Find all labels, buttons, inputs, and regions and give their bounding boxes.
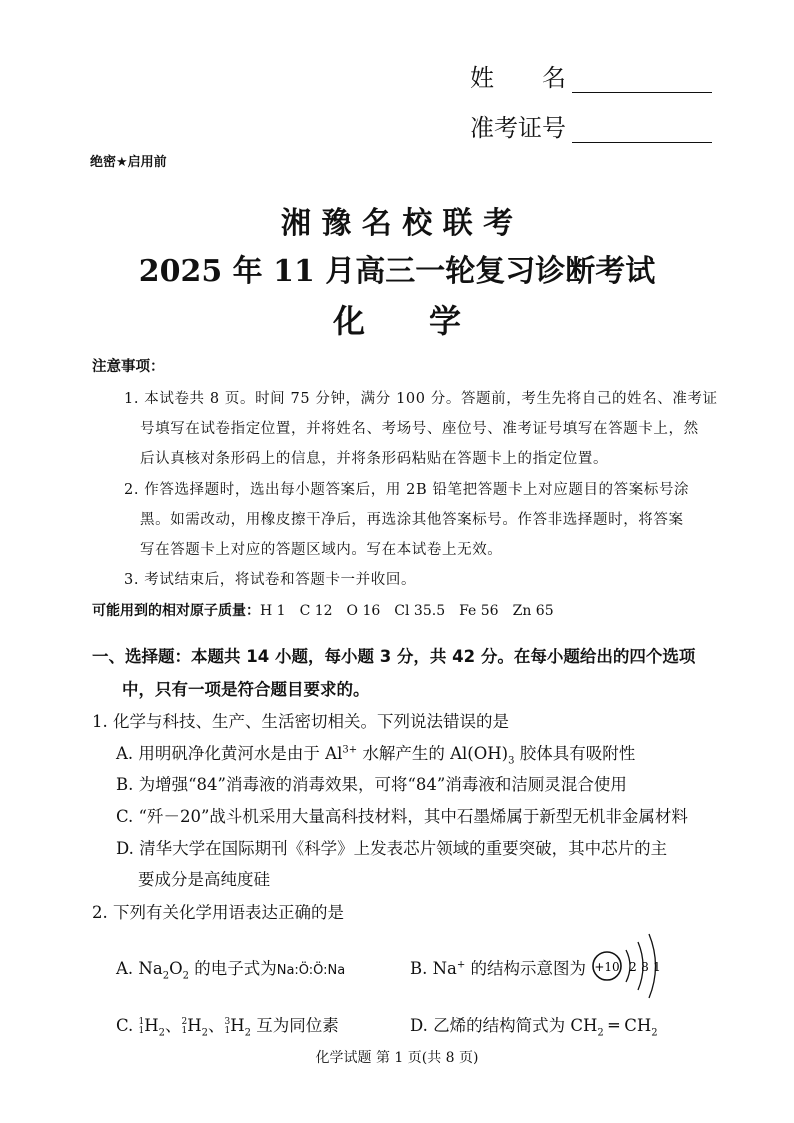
q2-a-subscript: 2 <box>182 970 189 982</box>
q1-a-text: A. 用明矾净化黄河水是由于 Al <box>116 744 343 763</box>
note-line: 号填写在试卷指定位置，并将姓名、考场号、座位号、准考证号填写在答题卡上，然 <box>140 421 699 437</box>
subscript: 2 <box>201 1027 209 1039</box>
subscript: 2 <box>158 1027 166 1039</box>
section-heading-cont: 中，只有一项是符合题目要求的。 <box>122 680 370 699</box>
subscript: 2 <box>651 1027 658 1039</box>
q1-option-d[interactable]: D. 清华大学在国际期刊《科学》上发表芯片领域的重要突破，其中芯片的主 <box>116 839 668 858</box>
note-line: 2. 作答选择题时，选出每小题答案后，用 2B 铅笔把答题卡上对应题目的答案标号涂 <box>124 482 690 498</box>
confidential-mark: 绝密★启用前 <box>90 155 167 170</box>
separator: 、 <box>208 1016 225 1035</box>
id-blank[interactable] <box>572 118 712 143</box>
note-line: 后认真核对条形码上的信息，并将条形码粘贴在答题卡上的指定位置。 <box>140 451 609 467</box>
q1-stem: 1. 化学与科技、生产、生活密切相关。下列说法错误的是 <box>92 712 509 731</box>
q1-option-d-cont: 要成分是高纯度硅 <box>138 870 270 889</box>
q2-a-text: A. Na <box>116 959 163 978</box>
q2-a-subscript: 2 <box>162 970 170 982</box>
separator: 、 <box>165 1016 182 1035</box>
page-footer: 化学试题 第 1 页(共 8 页) <box>315 1050 479 1066</box>
q2-b-text: 的结构示意图为 <box>465 959 587 978</box>
mass-number: 1 <box>138 1016 145 1027</box>
element-symbol: H <box>187 1016 202 1035</box>
shell-electron-count: 2 <box>629 960 637 974</box>
q2-option-d[interactable] <box>410 1012 658 1038</box>
name-field-row <box>470 58 712 93</box>
q2-option-c[interactable] <box>116 1012 339 1038</box>
note-line: 3. 考试结束后，将试卷和答题卡一并收回。 <box>124 572 417 588</box>
q2-c-text: C. <box>116 1016 139 1035</box>
q1-a-charge: 3+ <box>342 744 358 756</box>
nucleus-charge: +10 <box>594 960 620 974</box>
q2-a-text: 的电子式为 <box>188 959 277 978</box>
note-line: 黑。如需改动，用橡皮擦干净后，再选涂其他答案标号。作答非选择题时，将答案 <box>140 512 684 528</box>
name-blank[interactable] <box>572 68 712 93</box>
q1-a-subscript: 3 <box>508 755 515 767</box>
element-symbol: H <box>230 1016 245 1035</box>
mass-number: 3 <box>224 1016 231 1027</box>
sodium-ion-structure-diagram <box>590 928 670 1006</box>
q2-stem: 2. 下列有关化学用语表达正确的是 <box>92 903 344 922</box>
section-heading: 一、选择题：本题共 14 小题，每小题 3 分，共 42 分。在每小题给出的四个选项 <box>92 647 696 666</box>
q2-a-electron-formula: Na:Ö:Ö:Na <box>276 963 346 978</box>
q2-b-charge: + <box>456 959 466 971</box>
q1-option-a[interactable] <box>116 740 635 766</box>
q2-d-text: ═ CH <box>603 1016 652 1035</box>
id-field-row <box>470 108 712 143</box>
q2-a-text: O <box>169 959 183 978</box>
element-symbol: H <box>144 1016 159 1035</box>
subscript: 2 <box>597 1027 604 1039</box>
note-line: 1. 本试卷共 8 页。时间 75 分钟，满分 100 分。答题前，考生先将自己的姓名、准考证 <box>124 391 718 407</box>
q2-option-b[interactable] <box>410 955 586 979</box>
q2-d-text: D. 乙烯的结构简式为 CH <box>410 1016 598 1035</box>
subject-title: 化 学 <box>332 302 461 340</box>
notes-heading: 注意事项： <box>92 359 165 375</box>
atomic-masses-values: H 1 C 12 O 16 Cl 35.5 Fe 56 Zn 65 <box>260 603 554 619</box>
q2-option-a[interactable] <box>116 955 345 981</box>
q1-a-text: 胶体具有吸附性 <box>514 744 636 763</box>
q1-option-b[interactable]: B. 为增强“84”消毒液的消毒效果，可将“84”消毒液和洁厕灵混合使用 <box>116 775 627 794</box>
mass-number: 2 <box>181 1016 188 1027</box>
atomic-number: 1 <box>224 1025 231 1036</box>
name-label: 姓 名 <box>470 64 566 92</box>
atomic-number: 1 <box>181 1025 188 1036</box>
atomic-number: 1 <box>138 1025 145 1036</box>
q2-b-text: B. Na <box>410 959 457 978</box>
shell-electron-count: 8 <box>641 960 649 974</box>
subscript: 2 <box>244 1027 252 1039</box>
exam-title: 2025 年 11 月高三一轮复习诊断考试 <box>138 254 656 289</box>
atomic-masses-label: 可能用到的相对原子质量： <box>92 603 260 619</box>
q2-c-text: 互为同位素 <box>251 1016 339 1035</box>
id-label: 准考证号 <box>470 114 566 142</box>
exam-org-title: 湘 豫 名 校 联 考 <box>280 206 514 241</box>
q1-option-c[interactable]: C. “歼－20”战斗机采用大量高科技材料，其中石墨烯属于新型无机非金属材料 <box>116 807 688 826</box>
atomic-masses <box>92 600 554 620</box>
shell-electron-count: 1 <box>653 960 661 974</box>
note-line: 写在答题卡上对应的答题区域内。写在本试卷上无效。 <box>140 542 503 558</box>
q1-a-text: 水解产生的 Al(OH) <box>357 744 509 763</box>
